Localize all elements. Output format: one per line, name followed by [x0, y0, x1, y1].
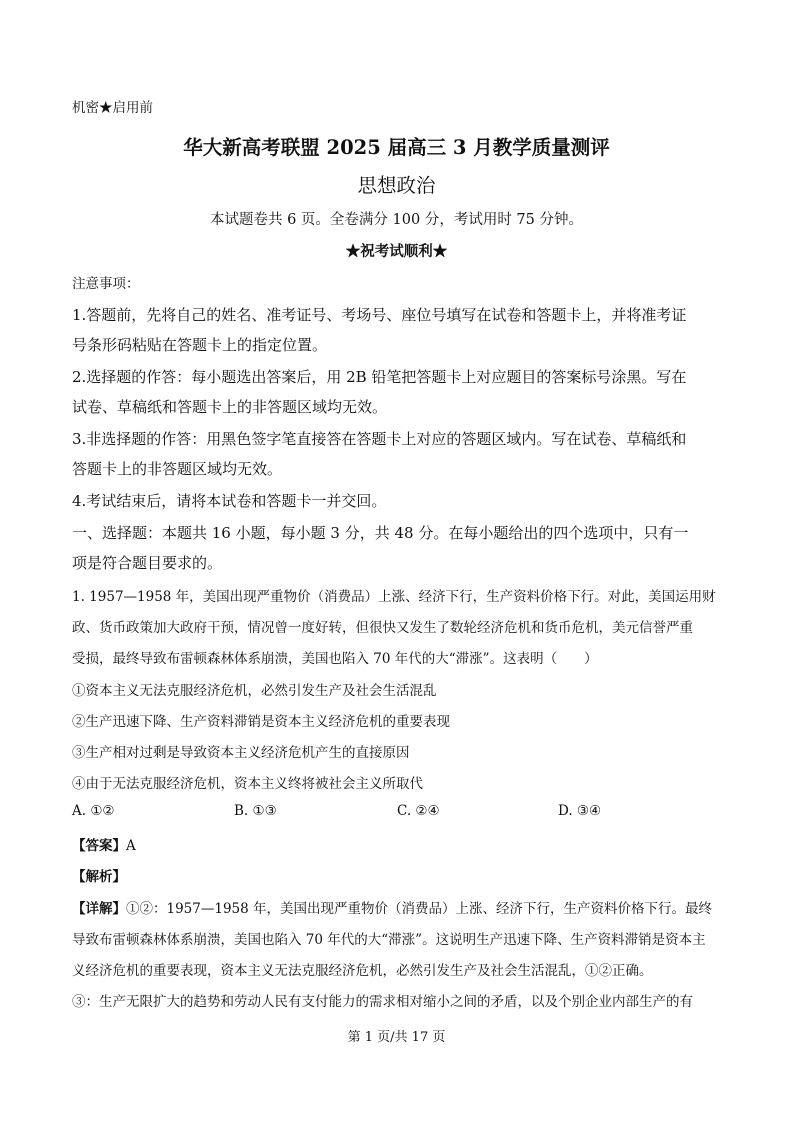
good-luck-line: ★祝考试顺利★ — [345, 243, 448, 260]
detail-text-1: ①②：1957—1958 年，美国出现严重物价（消费品）上涨、经济下行，生产资料价格下行。最终 — [126, 901, 713, 917]
note-4: 4.考试结束后，请将本试卷和答题卡一并交回。 — [72, 492, 387, 510]
confidential-label: 机密★启用前 — [72, 100, 153, 116]
detail-line-4: ③：生产无限扩大的趋势和劳动人民有支付能力的需求相对缩小之间的矛盾，以及个别企业内部生产的有 — [72, 994, 693, 1010]
statement-3: ③生产相对过剩是导致资本主义经济危机产生的直接原因 — [72, 745, 410, 761]
detail-line-3: 义经济危机的重要表现，资本主义无法克服经济危机，必然引发生产及社会生活混乱，①②正确。 — [72, 963, 653, 979]
question-1-stem-line-1: 1. 1957—1958 年，美国出现严重物价（消费品）上涨、经济下行，生产资料价格下行。对此，美国运用财 — [72, 589, 716, 605]
page-footer: 第 1 页/共 17 页 — [347, 1030, 446, 1045]
option-b: B. ①③ — [234, 803, 277, 819]
note-3-line-1: 3.非选择题的作答：用黑色签字笔直接答在答题卡上对应的答题区域内。写在试卷、草稿纸和 — [72, 430, 687, 448]
note-3-line-2: 答题卡上的非答题区域均无效。 — [72, 460, 283, 478]
note-2-line-1: 2.选择题的作答：每小题选出答案后，用 2B 铅笔把答题卡上对应题目的答案标号涂黑。写在 — [72, 368, 687, 386]
analysis-tag — [72, 865, 126, 885]
statement-1: ①资本主义无法克服经济危机，必然引发生产及社会生活混乱 — [72, 683, 437, 699]
exam-info: 本试题卷共 6 页。全卷满分 100 分，考试用时 75 分钟。 — [209, 212, 583, 228]
question-1-stem-line-2: 政、货币政策加大政府干预，情况曾一度好转，但很快又发生了数轮经济危机和货币危机，美元信誉严重 — [72, 620, 693, 636]
note-2-line-2: 试卷、草稿纸和答题卡上的非答题区域均无效。 — [72, 398, 388, 416]
subject-title: 思想政治 — [357, 174, 436, 197]
answer-value: A — [126, 838, 136, 854]
section-heading-line-2: 项是符合题目要求的。 — [72, 554, 223, 572]
option-d: D. ③④ — [558, 803, 602, 819]
question-1-stem-line-3: 受损，最终导致布雷顿森林体系崩溃，美国也陷入 70 年代的大“滞涨”。这表明（ ） — [72, 651, 598, 667]
detail-tag: 【详解】 — [72, 901, 126, 917]
answer-tag: 【答案】 — [72, 838, 126, 854]
statement-2: ②生产迅速下降、生产资料滞销是资本主义经济危机的重要表现 — [72, 714, 450, 730]
answer-line — [72, 834, 136, 854]
exam-title: 华大新高考联盟 2025 届高三 3 月教学质量测评 — [183, 136, 610, 159]
detail-line-1 — [72, 897, 712, 917]
note-1-line-2: 号条形码粘贴在答题卡上的指定位置。 — [72, 336, 328, 354]
analysis-label: 【解析】 — [72, 869, 126, 885]
section-heading-line-1: 一、选择题：本题共 16 小题，每小题 3 分，共 48 分。在每小题给出的四个选项中，只有一 — [72, 524, 689, 542]
detail-line-2: 导致布雷顿森林体系崩溃，美国也陷入 70 年代的大“滞涨”。这说明生产迅速下降、生产资料滞销是资本主 — [72, 932, 706, 948]
note-1-line-1: 1.答题前，先将自己的姓名、准考证号、考场号、座位号填写在试卷和答题卡上，并将准考证 — [72, 306, 687, 324]
option-a: A. ①② — [72, 803, 115, 819]
option-c: C. ②④ — [397, 803, 440, 819]
statement-4: ④由于无法克服经济危机，资本主义终将被社会主义所取代 — [72, 776, 423, 792]
notes-heading: 注意事项： — [72, 276, 140, 292]
answer-options — [72, 803, 732, 825]
